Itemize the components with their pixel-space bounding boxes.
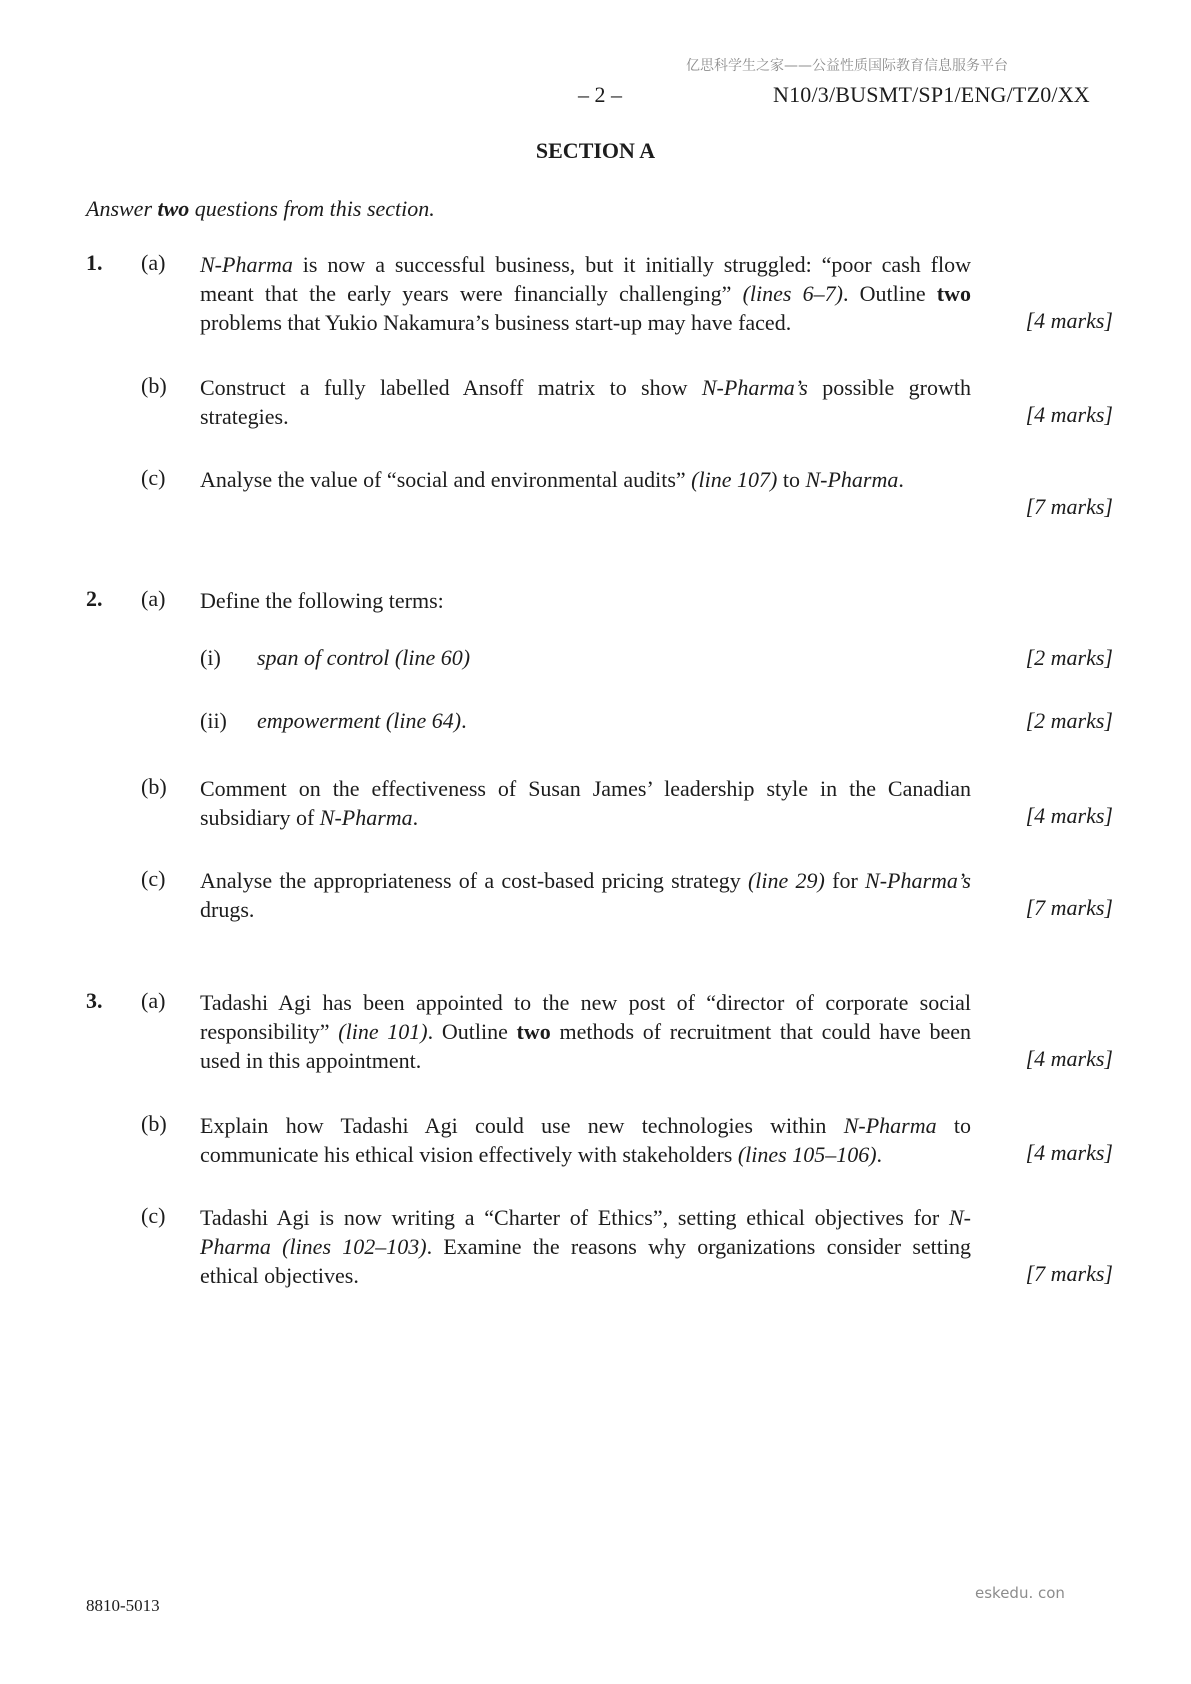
question-1a-marks: [4 marks] [1025,308,1113,333]
question-2a-i-marks: [2 marks] [1025,645,1113,670]
question-2-number: 2. [86,586,103,611]
question-3c-label: (c) [141,1203,166,1228]
exam-code: N10/3/BUSMT/SP1/ENG/TZ0/XX [773,82,1090,107]
watermark-header: 亿思科学生之家——公益性质国际教育信息服务平台 [686,58,1008,74]
question-3-number: 3. [86,988,103,1013]
question-2c-text: Analyse the appropriateness of a cost-based pricing strategy (line 29) for N-Pharma’s drugs. [200,868,971,922]
question-2c-marks: [7 marks] [1025,895,1113,920]
question-3b-marks: [4 marks] [1025,1140,1113,1165]
question-3c-text: Tadashi Agi is now writing a “Charter of Ethics”, setting ethical objectives for N-Pharma (lines 102–103). Examine the reasons why organizations consider setting ethical objectives. [200,1205,972,1288]
paper-code: 8810-5013 [86,1596,160,1615]
question-2b-text: Comment on the effectiveness of Susan James’ leadership style in the Canadian subsidiary of N-Pharma. [200,776,971,830]
question-3a-text: Tadashi Agi has been appointed to the new post of “director of corporate social responsibility” (line 101). Outline two methods of recruitment that could have been used in this appointment. [200,990,971,1073]
question-2a-label: (a) [141,586,166,611]
question-3c-marks: [7 marks] [1025,1261,1113,1286]
question-2a-ii-text: empowerment (line 64). [257,708,467,733]
question-2b-label: (b) [141,774,167,799]
section-title: SECTION A [535,138,656,163]
question-1a-text: N-Pharma is now a successful business, but it initially struggled: “poor cash flow meant that the early years were financially challenging” (lines 6–7). Outline two problems that Yukio Nakamura’s business start-up may have faced. [200,252,971,335]
watermark-footer: eskedu. con [975,1584,1065,1602]
question-1c-label: (c) [141,465,166,490]
question-3b-label: (b) [141,1111,167,1136]
page-number: – 2 – [578,82,622,107]
question-1b-text: Construct a fully labelled Ansoff matrix to show N-Pharma’s possible growth strategies. [200,375,971,429]
question-1c-marks: [7 marks] [1025,494,1113,519]
question-2c-label: (c) [141,866,166,891]
question-2a-i-text: span of control (line 60) [257,645,471,670]
question-1a-label: (a) [141,250,166,275]
question-2b-marks: [4 marks] [1025,803,1113,828]
question-2a-i-label: (i) [200,645,221,670]
question-1b-marks: [4 marks] [1025,402,1113,427]
instruction: Answer two questions from this section. [86,196,435,221]
question-3a-marks: [4 marks] [1025,1046,1113,1071]
question-2a-ii-label: (ii) [200,708,227,733]
question-3b-text: Explain how Tadashi Agi could use new technologies within N-Pharma to communicate his ethical vision effectively with stakeholders (lines 105–106). [200,1113,971,1167]
question-2a-ii-marks: [2 marks] [1025,708,1113,733]
question-1c-text: Analyse the value of “social and environmental audits” (line 107) to N-Pharma. [200,467,904,492]
question-3a-label: (a) [141,988,166,1013]
question-2a-text: Define the following terms: [200,588,444,613]
question-1-number: 1. [86,250,103,275]
question-1b-label: (b) [141,373,167,398]
